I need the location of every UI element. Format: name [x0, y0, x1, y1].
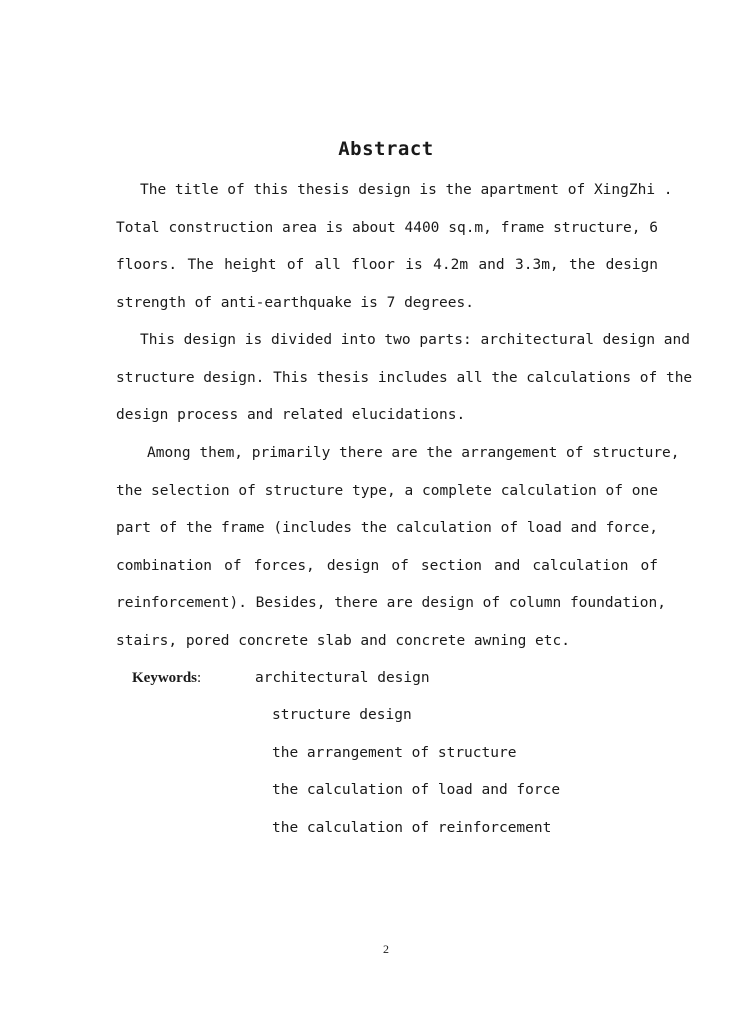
paragraph-line: This design is divided into two parts: architectural design and — [140, 332, 690, 348]
page-number: 2 — [383, 942, 389, 956]
paragraph-line: Among them, primarily there are the arrangement of structure, — [147, 445, 680, 461]
paragraph-line: strength of anti-earthquake is 7 degrees. — [116, 295, 474, 311]
keywords-label-text: Keywords — [132, 670, 197, 686]
paragraph-line: design process and related elucidations. — [116, 407, 466, 423]
paragraph-line: Total construction area is about 4400 sq.m, frame structure, 6 — [116, 220, 658, 236]
paragraph-line: the selection of structure type, a complete calculation of one — [116, 483, 658, 499]
paragraph-line: The title of this thesis design is the apartment of XingZhi . — [140, 182, 673, 198]
keywords-label — [132, 668, 201, 688]
paragraph-line: part of the frame (includes the calculation of load and force, — [116, 520, 658, 536]
keywords-colon: : — [197, 670, 202, 686]
keyword-item: structure design — [272, 707, 412, 723]
paragraph-line: structure design. This thesis includes all the calculations of the — [116, 370, 693, 386]
paragraph-line: reinforcement). Besides, there are design of column foundation, — [116, 595, 666, 611]
keyword-item: the arrangement of structure — [272, 745, 517, 761]
keyword-item: architectural design — [255, 670, 430, 686]
keyword-item: the calculation of reinforcement — [272, 820, 552, 836]
paragraph-line: combination of forces, design of section and calculation of — [116, 558, 658, 574]
paragraph-line: floors. The height of all floor is 4.2m and 3.3m, the design — [116, 257, 658, 273]
keyword-item: the calculation of load and force — [272, 782, 561, 798]
paragraph-line: stairs, pored concrete slab and concrete awning etc. — [116, 633, 570, 649]
page-title: Abstract — [338, 138, 434, 160]
